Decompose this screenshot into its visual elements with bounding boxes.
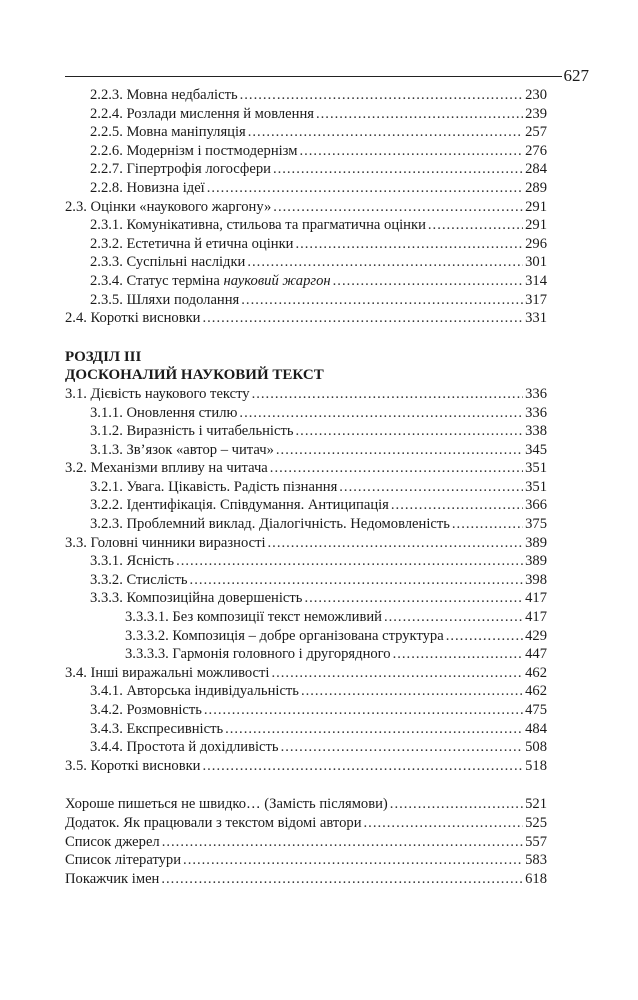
toc-entry-title: [90, 105, 314, 124]
toc-entry-title-text: 3.2.1. Увага. Цікавість. Радість пізнання: [90, 478, 338, 495]
toc-entry-page: 398: [525, 571, 547, 588]
toc-entry-title-text: 2.3.4. Статус терміна: [90, 272, 224, 289]
toc-entry[interactable]: [65, 515, 547, 534]
dot-leader: [248, 123, 523, 142]
toc-entry-page: 345: [525, 441, 547, 458]
toc-entry-page: 314: [525, 272, 547, 289]
toc-entry[interactable]: [65, 571, 547, 590]
toc-entry-title-text: Хороше пишеться не швидко… (Замість післямови): [65, 796, 388, 813]
toc-entry-page: 525: [525, 814, 547, 831]
toc-entry-title: [65, 534, 266, 553]
toc-entry-page: 289: [525, 179, 547, 196]
dot-leader: [428, 216, 523, 235]
toc-entry[interactable]: [65, 851, 547, 870]
toc-entry-page: 417: [525, 609, 547, 626]
toc-entry-title-text: 2.2.5. Мовна маніпуляція: [90, 124, 246, 141]
dot-leader: [161, 870, 523, 889]
toc-entry-title: [90, 738, 279, 757]
toc-entry-title: [125, 608, 382, 627]
toc-entry-title: [65, 833, 160, 852]
toc-entry[interactable]: [65, 309, 547, 328]
toc-entry-title: [90, 496, 389, 515]
toc-entry-title: [90, 441, 274, 460]
toc-entry[interactable]: [65, 833, 547, 852]
toc-entry[interactable]: [65, 105, 547, 124]
toc-entry[interactable]: [65, 272, 547, 291]
toc-entry-title-text: 3.3.3.3. Гармонія головного і другорядного: [125, 646, 391, 663]
toc-entry-page: 351: [525, 460, 547, 477]
toc-entry-title-text: 3.4. Інші виражальні можливості: [65, 664, 270, 681]
dot-leader: [364, 814, 524, 833]
toc-entry[interactable]: [65, 459, 547, 478]
toc-entry-title-text: 3.3. Головні чинники виразності: [65, 534, 266, 551]
page-number: 627: [563, 66, 589, 85]
toc-entry-page: 331: [525, 310, 547, 327]
toc-entry-title: [90, 291, 239, 310]
toc-entry-page: 518: [525, 757, 547, 774]
dot-leader: [446, 627, 523, 646]
toc-entry[interactable]: [65, 701, 547, 720]
toc-entry[interactable]: [65, 664, 547, 683]
dot-leader: [241, 291, 523, 310]
toc-entry-page: 583: [525, 852, 547, 869]
toc-entry-page: 557: [525, 833, 547, 850]
dot-leader: [207, 179, 523, 198]
toc-entry-title-text: 3.3.2. Стислість: [90, 571, 188, 588]
toc-entry-title-text: 3.2. Механізми впливу на читача: [65, 460, 268, 477]
toc-entry-title-text: 2.3.2. Естетична й етична оцінки: [90, 235, 294, 252]
toc-entry-title: [65, 459, 268, 478]
toc-entry-title-text: 3.1.3. Зв’язок «автор – читач»: [90, 441, 274, 458]
toc-entry-title: [65, 385, 250, 404]
toc-entry-page: 336: [525, 404, 547, 421]
toc-entry[interactable]: [65, 757, 547, 776]
dot-leader: [452, 515, 523, 534]
toc-entry-title-text: 3.3.1. Ясність: [90, 553, 175, 570]
toc-entry-title-text: 3.4.1. Авторська індивідуальність: [90, 683, 299, 700]
toc-entry-title: [65, 851, 181, 870]
toc-entry[interactable]: [65, 534, 547, 553]
dot-leader: [299, 142, 523, 161]
dot-leader: [270, 459, 523, 478]
toc-entry[interactable]: [65, 814, 547, 833]
toc-entry-title: [90, 422, 294, 441]
toc-entry-title: [90, 272, 331, 291]
toc-entry-title: [90, 86, 238, 105]
toc-entry-title: [125, 645, 391, 664]
toc-entry-title-text: 2.2.4. Розлади мислення й мовлення: [90, 105, 314, 122]
toc-entry-page: 417: [525, 590, 547, 607]
dot-leader: [391, 496, 523, 515]
dot-leader: [301, 682, 523, 701]
toc-entry-page: 296: [525, 235, 547, 252]
toc-entry[interactable]: [65, 385, 547, 404]
toc-entry-title: [125, 627, 444, 646]
toc-entry-title-text: Додаток. Як працювали з текстом відомі автори: [65, 814, 362, 831]
toc-entry-title: [90, 720, 223, 739]
toc-entry-page: 276: [525, 142, 547, 159]
toc-entry-title-text: 3.5. Короткі висновки: [65, 757, 201, 774]
toc-entry-title-text: 3.4.4. Простота й дохідливість: [90, 739, 279, 756]
toc-entry-page: 484: [525, 720, 547, 737]
toc-entry[interactable]: [65, 589, 547, 608]
toc-entry-title-text: 2.2.8. Новизна ідеї: [90, 179, 205, 196]
toc-entry[interactable]: [65, 496, 547, 515]
dot-leader: [204, 701, 523, 720]
dot-leader: [225, 720, 523, 739]
toc-entry[interactable]: [65, 142, 547, 161]
dot-leader: [203, 757, 524, 776]
toc-entry-title: [90, 552, 174, 571]
toc-entry-title-text: 3.3.3.2. Композиція – добре організована структура: [125, 627, 444, 644]
toc-entry[interactable]: [65, 682, 547, 701]
toc-entry[interactable]: [65, 738, 547, 757]
toc-entry-title-text: 3.3.3. Композиційна довершеність: [90, 590, 303, 607]
toc-entry-title-text: 2.3.3. Суспільні наслідки: [90, 254, 246, 271]
toc-entry-page: 230: [525, 87, 547, 103]
dot-leader: [273, 198, 523, 217]
toc-entry-title-text: 3.2.3. Проблемний виклад. Діалогічність. Недомовленість: [90, 516, 450, 533]
toc-entry-title-text: 2.3.1. Комунікативна, стильова та прагматична оцінки: [90, 217, 426, 234]
section-gap: [65, 328, 547, 348]
toc-entry-page: 618: [525, 870, 547, 887]
toc-entry-title: [90, 682, 299, 701]
toc-entry-title: [65, 309, 201, 328]
toc-entry-title: [90, 253, 245, 272]
dot-leader: [239, 404, 523, 423]
toc-entry-page: 389: [525, 534, 547, 551]
dot-leader: [333, 272, 523, 291]
toc-entry[interactable]: [65, 627, 547, 646]
dot-leader: [240, 86, 523, 105]
toc-entry-page: 447: [525, 646, 547, 663]
dot-leader: [393, 645, 524, 664]
toc-entry-page: 257: [525, 124, 547, 141]
toc-entry-title: [90, 216, 426, 235]
toc-entry[interactable]: [65, 291, 547, 310]
toc-entry[interactable]: [65, 478, 547, 497]
toc-entry-page: 389: [525, 553, 547, 570]
dot-leader: [390, 795, 523, 814]
table-of-contents: [65, 86, 547, 888]
toc-entry-page: 291: [525, 217, 547, 234]
toc-entry-title-text: 2.3.5. Шляхи подолання: [90, 291, 240, 308]
toc-entry-page: 462: [525, 683, 547, 700]
dot-leader: [190, 571, 524, 590]
toc-entry-title-text: Список джерел: [65, 833, 160, 850]
dot-leader: [384, 608, 523, 627]
toc-entry-page: 462: [525, 664, 547, 681]
running-header: [65, 66, 589, 86]
toc-entry-title-text: Список літератури: [65, 852, 182, 869]
toc-entry-title-text: 2.3. Оцінки «наукового жаргону»: [65, 198, 272, 215]
toc-entry-title: [90, 123, 246, 142]
toc-entry-title: [90, 515, 450, 534]
toc-entry-title-text: 2.2.7. Гіпертрофія логосфери: [90, 161, 271, 178]
toc-entry-title: [90, 179, 205, 198]
toc-entry-page: 366: [525, 497, 547, 514]
dot-leader: [276, 441, 523, 460]
toc-entry-page: 291: [525, 198, 547, 215]
dot-leader: [268, 534, 524, 553]
toc-entry[interactable]: [65, 720, 547, 739]
dot-leader: [271, 664, 523, 683]
toc-entry-title: [90, 478, 337, 497]
toc-entry[interactable]: [65, 198, 547, 217]
toc-entry-page: 336: [525, 385, 547, 402]
dot-leader: [296, 422, 524, 441]
toc-entry-title-text: Покажчик імен: [65, 870, 160, 887]
toc-entry-title-text: 2.2.3. Мовна недбалість: [90, 87, 238, 103]
toc-entry[interactable]: [65, 441, 547, 460]
section-gap: [65, 775, 547, 795]
dot-leader: [281, 738, 524, 757]
toc-entry-page: 317: [525, 291, 547, 308]
toc-entry-page: 301: [525, 254, 547, 271]
toc-entry-title-text: 3.3.3.1. Без композиції текст неможливий: [125, 609, 382, 626]
toc-entry[interactable]: [65, 86, 547, 105]
toc-entry[interactable]: [65, 216, 547, 235]
dot-leader: [176, 552, 523, 571]
dot-leader: [203, 309, 524, 328]
toc-entry[interactable]: [65, 645, 547, 664]
dot-leader: [183, 851, 523, 870]
toc-entry-title-text: 2.2.6. Модернізм і постмодернізм: [90, 142, 298, 159]
toc-entry-page: 284: [525, 161, 547, 178]
toc-entry[interactable]: [65, 552, 547, 571]
toc-entry[interactable]: [65, 422, 547, 441]
toc-entry-title: [90, 404, 237, 423]
dot-leader: [339, 478, 523, 497]
toc-entry-title-text: 3.1.1. Оновлення стилю: [90, 404, 238, 421]
toc-entry-title: [90, 235, 293, 254]
toc-entry-page: 351: [525, 478, 547, 495]
toc-entry[interactable]: [65, 179, 547, 198]
toc-entry[interactable]: [65, 795, 547, 814]
toc-entry-title-text: 3.2.2. Ідентифікація. Співдумання. Антиципація: [90, 497, 389, 514]
toc-entry-page: 521: [525, 796, 547, 813]
toc-entry[interactable]: [65, 404, 547, 423]
toc-entry-title: [65, 664, 269, 683]
toc-entry[interactable]: [65, 608, 547, 627]
toc-entry-title-text: 3.4.2. Розмовність: [90, 702, 202, 718]
toc-entry-title-text: 2.4. Короткі висновки: [65, 310, 201, 327]
chapter-title: ДОСКОНАЛИЙ НАУКОВИЙ ТЕКСТ: [65, 367, 324, 384]
toc-entry-page: 508: [525, 739, 547, 756]
dot-leader: [247, 253, 523, 272]
toc-entry-page: 239: [525, 105, 547, 122]
toc-entry[interactable]: [65, 160, 547, 179]
toc-entry[interactable]: [65, 123, 547, 142]
dot-leader: [252, 385, 524, 404]
toc-entry-title: [65, 795, 388, 814]
dot-leader: [304, 589, 523, 608]
toc-entry-page: 475: [525, 702, 547, 718]
toc-entry-title: [90, 160, 271, 179]
toc-entry-title-text: 3.1. Дієвість наукового тексту: [65, 385, 250, 402]
toc-entry-title: [90, 701, 202, 720]
toc-entry-page: 429: [525, 627, 547, 644]
toc-entry-title: [90, 571, 188, 590]
chapter-label: РОЗДІЛ III: [65, 348, 142, 365]
toc-entry-title: [90, 142, 297, 161]
toc-entry-title: [65, 198, 271, 217]
header-rule: [65, 76, 562, 77]
dot-leader: [295, 235, 523, 254]
toc-entry-title-italic: науковий жаргон: [223, 272, 331, 289]
toc-entry[interactable]: [65, 235, 547, 254]
toc-entry-title: [65, 814, 362, 833]
toc-entry-page: 338: [525, 423, 547, 440]
toc-section-chapter-2-end: [65, 86, 547, 328]
toc-entry-title: [65, 757, 201, 776]
toc-section-back-matter: [65, 795, 547, 888]
toc-entry-title-text: 3.4.3. Експресивність: [90, 720, 224, 737]
toc-entry-page: 375: [525, 516, 547, 533]
toc-entry[interactable]: [65, 253, 547, 272]
toc-entry-title: [65, 870, 159, 889]
toc-section-chapter-3: [65, 385, 547, 775]
toc-entry-title-text: 3.1.2. Виразність і читабельність: [90, 423, 294, 440]
dot-leader: [316, 105, 523, 124]
toc-entry[interactable]: [65, 870, 547, 889]
dot-leader: [273, 160, 523, 179]
dot-leader: [162, 833, 523, 852]
toc-entry-title: [90, 589, 302, 608]
